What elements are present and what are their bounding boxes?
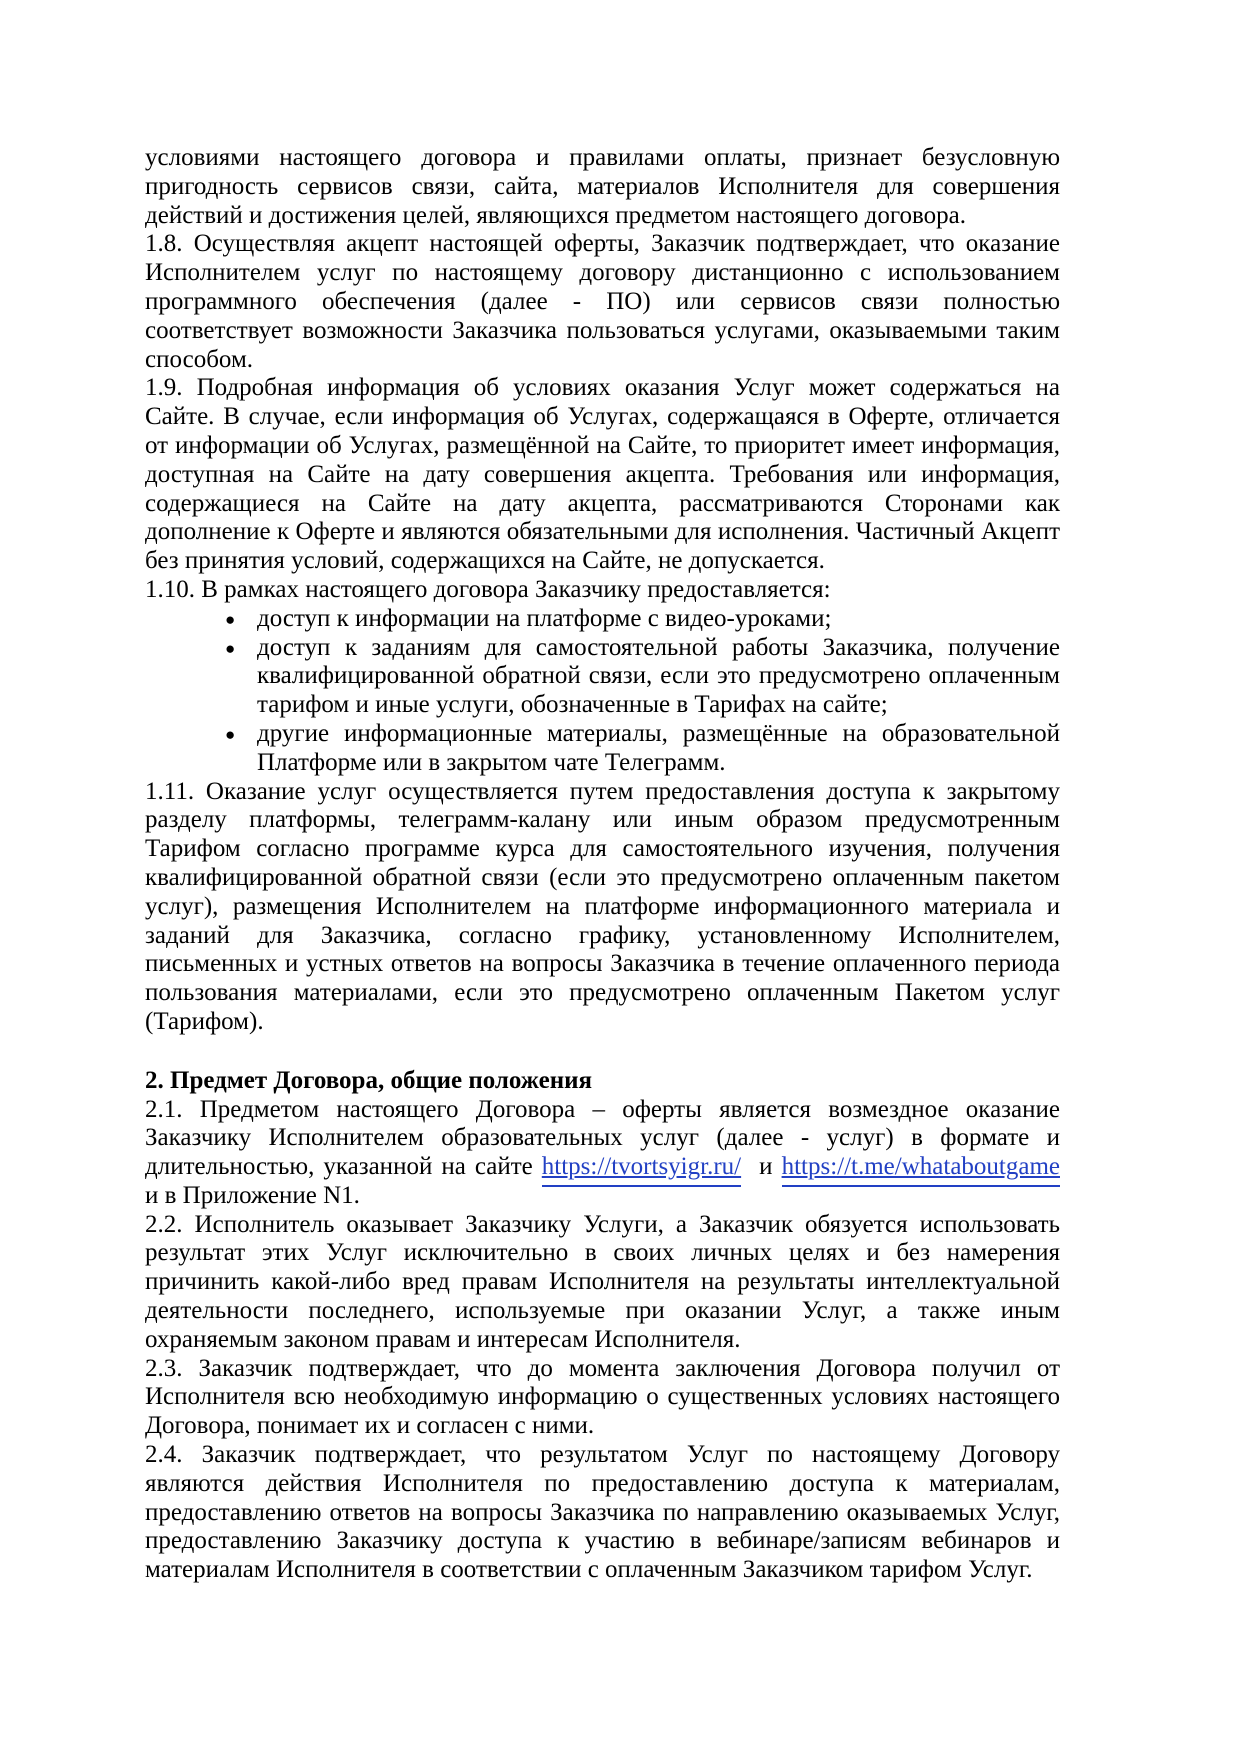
site-link[interactable]: https://tvortsyigr.ru/ [542, 1153, 741, 1187]
telegram-link[interactable]: https://t.me/whataboutgame [782, 1153, 1060, 1187]
clause-2-1 [145, 1096, 1060, 1211]
bullet-item-tasks-access: ● доступ к заданиям для самостоятельной работы Заказчика, получение квалифицированной обратной связи, если это предусмотрено оплаченным тарифом и иные услуги, обозначенные в Тарифах на сайте; [145, 634, 1060, 720]
bullet-item-other-materials: ● другие информационные материалы, размещённые на образовательной Платформе или в закрытом чате Телеграмм. [145, 720, 1060, 778]
clause-1-9: 1.9. Подробная информация об условиях оказания Услуг может содержаться на Сайте. В случае, если информация об Услугах, содержащаяся в Оферте, отличается от информации об Услугах, размещённой на Сайте, то приоритет имеет информация, доступная на Сайте на дату совершения акцепта. Требования или информация, содержащиеся на Сайте на дату акцепта, рассматриваются Сторонами как дополнение к Оферте и являются обязательными для исполнения. Частичный Акцепт без принятия условий, содержащихся на Сайте, не допускается. [145, 374, 1060, 575]
paragraph-1-7-continuation: условиями настоящего договора и правилами оплаты, признает безусловную пригодность сервисов связи, сайта, материалов Исполнителя для совершения действий и достижения целей, являющихся предметом настоящего договора. [145, 144, 1060, 229]
clause-2-2: 2.2. Исполнитель оказывает Заказчику Услуги, а Заказчик обязуется использовать результат этих Услуг исключительно в своих личных целях и без намерения причинить какой-либо вред правам Исполнителя на результаты интеллектуальной деятельности последнего, используемые при оказании Услуг, а также иным охраняемым законом правам и интересам Исполнителя. [145, 1210, 1060, 1353]
clause-2-1-text-between-links: и [741, 1153, 782, 1181]
contract-text-body [145, 144, 1060, 1585]
section-2-heading: 2. Предмет Договора, общие положения [145, 1066, 593, 1094]
clause-1-8: 1.8. Осуществляя акцепт настоящей оферты, Заказчик подтверждает, что оказание Исполнителем услуг по настоящему договору дистанционно с использованием программного обеспечения (далее - ПО) или сервисов связи полностью соответствует возможности Заказчика пользоваться услугами, оказываемыми таким способом. [145, 230, 1060, 373]
clause-1-10-bullet-list [145, 605, 1060, 778]
bullet-item-platform-access: ● доступ к информации на платформе с видео-уроками; [145, 605, 1060, 634]
clause-1-10-intro: 1.10. В рамках настоящего договора Заказчику предоставляется: [145, 575, 831, 603]
clause-2-1-text-after-links: и в Приложение N1. [145, 1181, 360, 1209]
clause-2-3: 2.3. Заказчик подтверждает, что до момента заключения Договора получил от Исполнителя всю необходимую информацию о существенных условиях настоящего Договора, понимает их и согласен с ними. [145, 1354, 1060, 1440]
clause-2-1-text-before-links: 2.1. Предметом настоящего Договора – оферты является возмездное оказание Заказчику Исполнителем образовательных услуг (далее - услуг) в формате и длительностью, указанной на сайте [145, 1095, 1060, 1181]
clause-1-11: 1.11. Оказание услуг осуществляется путем предоставления доступа к закрытому разделу платформы, телеграмм-калану или иным образом предусмотренным Тарифом согласно программе курса для самостоятельного изучения, получения квалифицированной обратной связи (если это предусмотрено оплаченным пакетом услуг), размещения Исполнителем на платформе информационного материала и заданий для Заказчика, согласно графику, установленному Исполнителем, письменных и устных ответов на вопросы Заказчика в течение оплаченного периода пользования материалами, если это предусмотрено оплаченным Пакетом услуг (Тарифом). [145, 777, 1060, 1035]
clause-2-4: 2.4. Заказчик подтверждает, что результатом Услуг по настоящему Договору являются действия Исполнителя по предоставлению доступа к материалам, предоставлению ответов на вопросы Заказчика по направлению оказываемых Услуг, предоставлению Заказчику доступа к участию в вебинаре/записям вебинаров и материалам Исполнителя в соответствии с оплаченным Заказчиком тарифом Услуг. [145, 1441, 1060, 1584]
